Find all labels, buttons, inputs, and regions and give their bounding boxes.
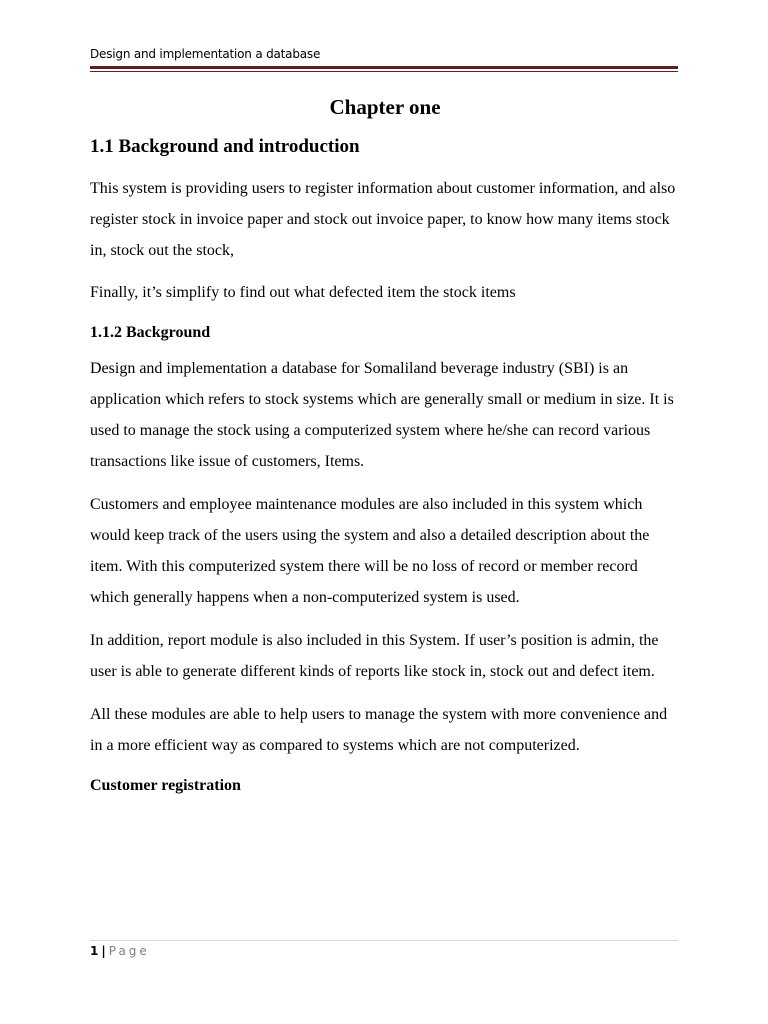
body-paragraph: In addition, report module is also included in this System. If user’s position is admin, the user is able to generate different kinds of reports like stock in, stock out and defect item. [90,632,659,680]
page-number: 1 [90,944,99,958]
page-footer [90,943,150,959]
body-paragraph: Customers and employee maintenance modules are also included in this system which would keep track of the users using the system and also a detailed description about the item. With this computerized system there will be no loss of record or member record which generally happens when a non-computerized system is used. [90,496,650,606]
intro-paragraph: This system is providing users to register information about customer information, and also register stock in invoice paper and stock out invoice paper, to know how many items stock in, stock out the stock, [90,180,676,259]
customer-registration-heading: Customer registration [90,777,241,794]
page-body [90,92,680,801]
body-paragraph: Design and implementation a database for Somaliland beverage industry (SBI) is an application which refers to stock systems which are generally small or medium in size. It is used to manage the stock using a computerized system where he/she can record various transactions like issue of customers, Items. [90,360,674,470]
body-paragraph: All these modules are able to help users to manage the system with more convenience and in a more efficient way as compared to systems which are not computerized. [90,706,668,754]
footer-rule [90,940,678,941]
header-rule [90,66,678,73]
footer-separator: | [101,944,106,958]
finally-paragraph: Finally, it’s simplify to find out what defected item the stock items [90,284,516,301]
header-rule-thick [90,66,678,69]
subsection-title: 1.1.2 Background [90,324,211,341]
running-header: Design and implementation a database [90,47,321,61]
header-rule-thin [90,71,678,72]
chapter-title: Chapter one [329,95,441,119]
page-label: Page [108,944,150,958]
section-title: 1.1 Background and introduction [90,136,360,157]
